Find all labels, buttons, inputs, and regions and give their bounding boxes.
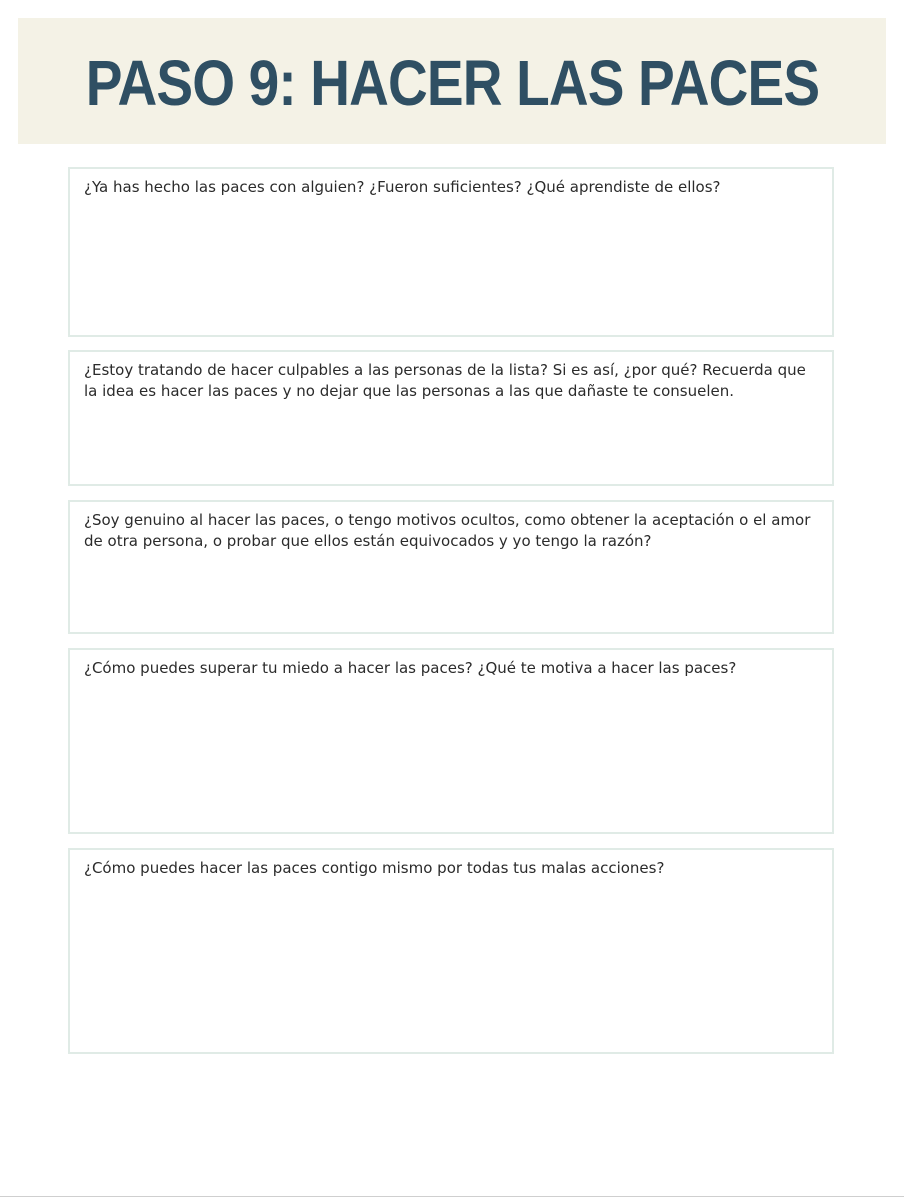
answer-box-4[interactable]: [68, 648, 834, 834]
page-title: PASO 9: HACER LAS PACES: [85, 47, 819, 119]
question-2: ¿Estoy tratando de hacer culpables a las personas de la lista? Si es así, ¿por qué? Recuerda que la idea es hacer las paces y no dejar que las personas a las que dañaste te consuelen.: [84, 361, 806, 400]
answer-box-3[interactable]: [68, 500, 834, 634]
title-band: [18, 18, 886, 144]
answer-box-2[interactable]: [68, 350, 834, 486]
answer-box-1[interactable]: [68, 167, 834, 337]
question-1: ¿Ya has hecho las paces con alguien? ¿Fueron suficientes? ¿Qué aprendiste de ellos?: [84, 178, 721, 196]
question-5: ¿Cómo puedes hacer las paces contigo mismo por todas tus malas acciones?: [84, 859, 665, 877]
question-4: ¿Cómo puedes superar tu miedo a hacer las paces? ¿Qué te motiva a hacer las paces?: [84, 659, 737, 677]
answer-box-5[interactable]: [68, 848, 834, 1054]
question-3: ¿Soy genuino al hacer las paces, o tengo motivos ocultos, como obtener la aceptación o el amor de otra persona, o probar que ellos están equivocados y yo tengo la razón?: [84, 511, 811, 550]
page-bottom-edge: [0, 1196, 904, 1197]
